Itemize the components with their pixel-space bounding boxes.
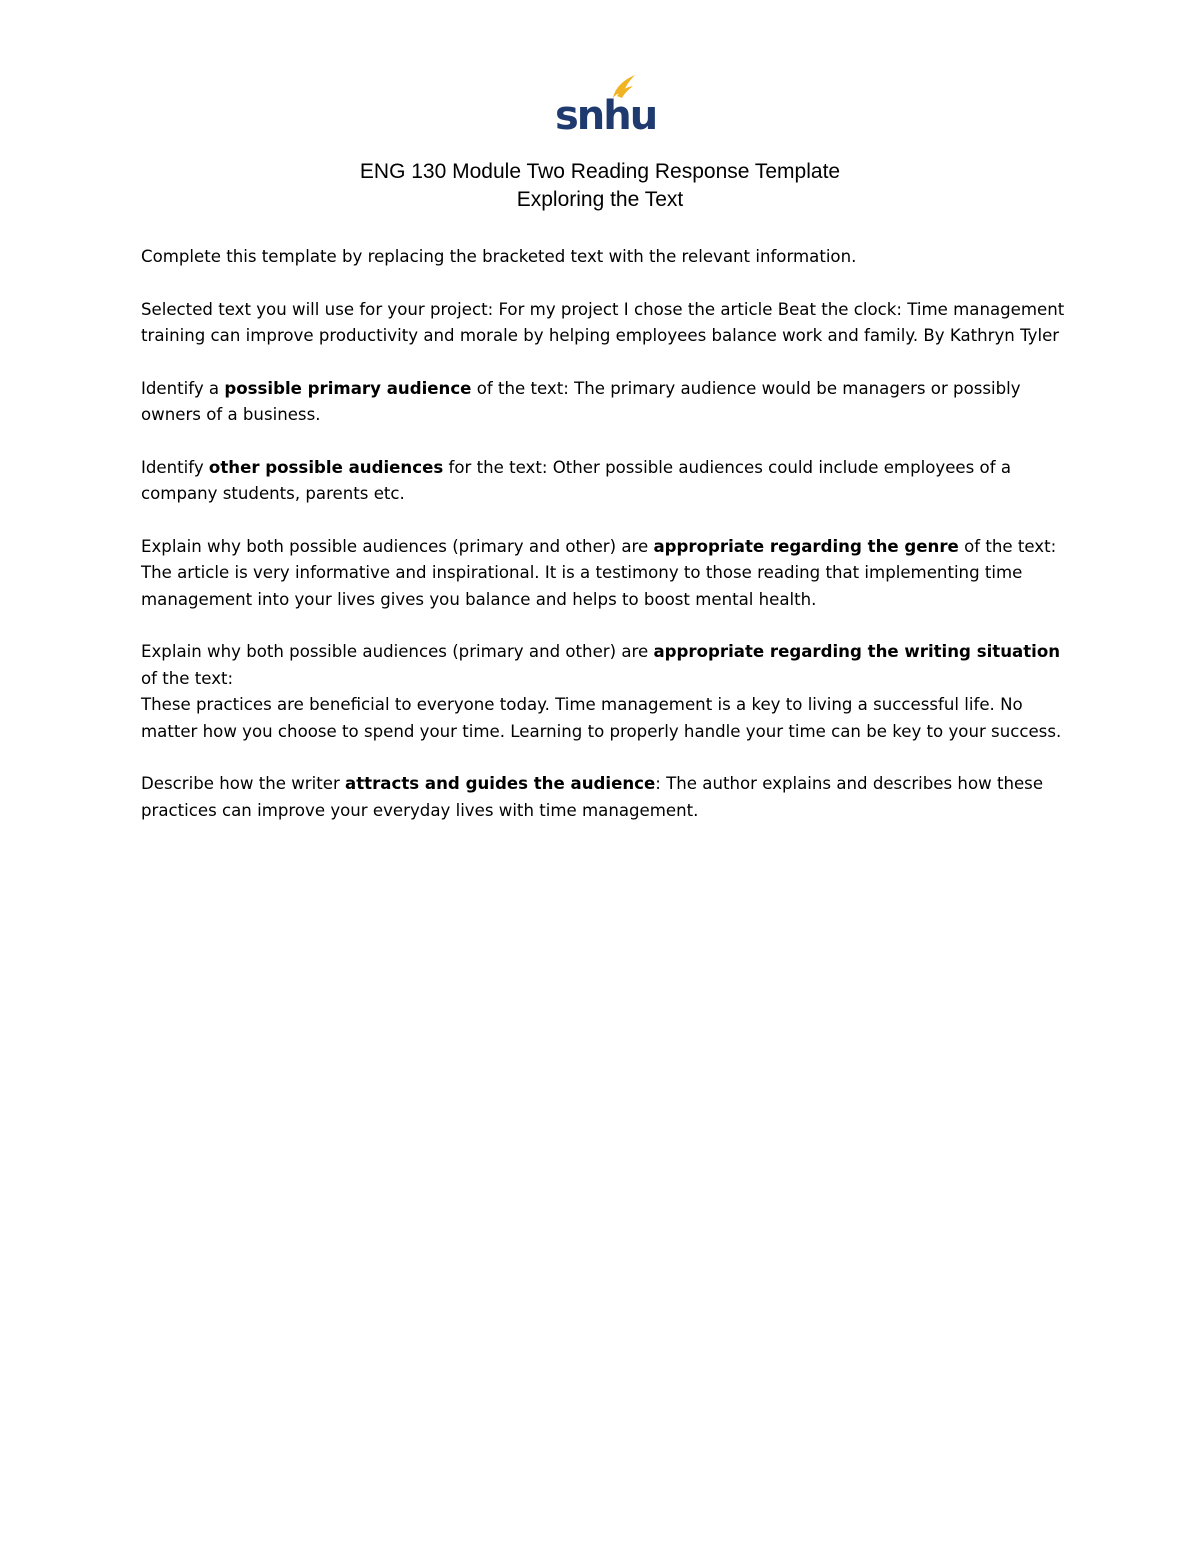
attracts-paragraph [141,771,1071,824]
genre-prompt-post: of the text: [958,536,1057,556]
other-audiences-prompt-bold: other possible audiences [208,457,444,477]
primary-audience-paragraph [141,376,1071,429]
writing-situation-response: These practices are beneficial to everyone today. Time management is a key to living a successful life. No matter how you choose to spend your time. Learning to properly handle your time can be key to your success. [141,695,1062,741]
genre-response: The article is very informative and inspirational. It is a testimony to those reading that implementing time management into your lives gives you balance and helps to boost mental health. [141,563,1023,609]
writing-situation-prompt-pre: Explain why both possible audiences (primary and other) are [141,642,654,661]
attracts-prompt-pre: Describe how the writer [141,774,346,793]
writing-situation-prompt-bold: appropriate regarding the writing situation [653,642,1061,661]
genre-prompt-bold: appropriate regarding the genre [653,536,959,556]
genre-paragraph [141,534,1071,614]
selected-text-prompt: Selected text you will use for your project: [141,299,494,319]
selected-text-paragraph [141,297,1071,350]
document-title-block [0,158,1200,214]
attracts-prompt-bold: attracts and guides the audience [345,774,656,793]
attracts-prompt-post: : [655,774,661,793]
primary-audience-response: The primary audience would be managers or possibly owners of a business. [141,378,1021,424]
document-title: ENG 130 Module Two Reading Response Template [359,160,841,183]
other-audiences-prompt-post: for the text: [443,457,548,477]
primary-audience-prompt-post: of the text: [471,378,569,398]
other-audiences-paragraph [141,455,1071,508]
snhu-logo-graphic [553,72,657,139]
other-audiences-response: Other possible audiences could include employees of a company students, parents etc. [141,457,1011,503]
genre-prompt-pre: Explain why both possible audiences (primary and other) are [141,536,654,556]
instructions-paragraph: Complete this template by replacing the bracketed text with the relevant information. [141,247,857,266]
primary-audience-prompt-pre: Identify a [141,378,225,398]
snhu-logo [553,72,657,139]
attracts-response: The author explains and describes how these practices can improve your everyday lives with time management. [141,774,1044,820]
other-audiences-prompt-pre: Identify [141,457,209,477]
document-subtitle: Exploring the Text [516,188,684,211]
selected-text-response: For my project I chose the article Beat the clock: Time management training can improve productivity and morale by helping employees balance work and family. By Kathryn Tyler [141,299,1065,345]
writing-situation-prompt-post: of the text: [141,668,234,688]
writing-situation-prompt-paragraph [141,639,1071,692]
svg-text:snhu: snhu [555,93,657,139]
document-body [141,244,1071,850]
primary-audience-prompt-bold: possible primary audience [224,378,472,398]
